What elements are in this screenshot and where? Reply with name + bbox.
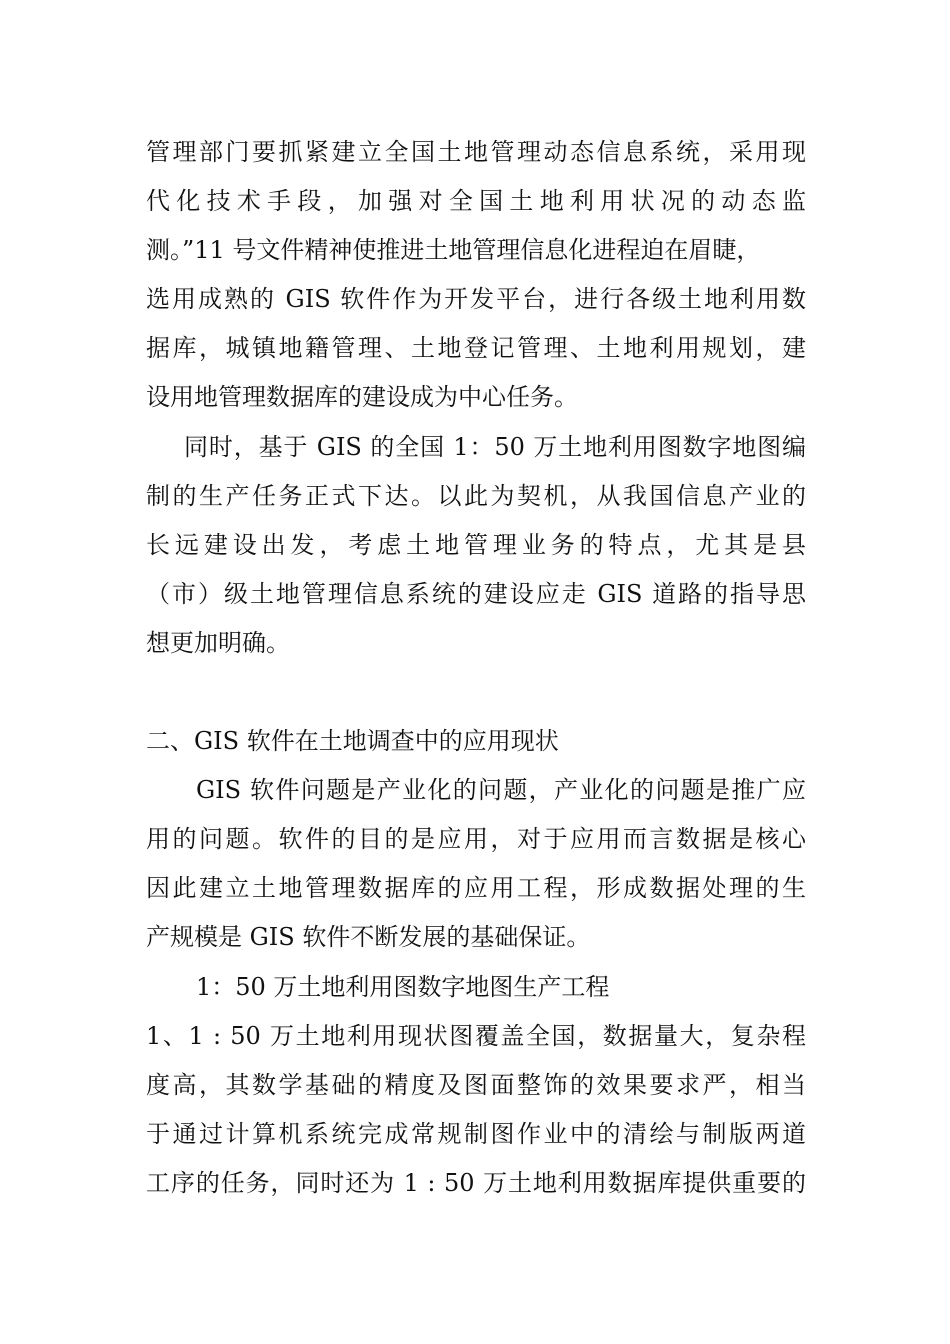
text-line: 想更加明确。	[146, 629, 290, 657]
text-line: 选用成熟的 GIS 软件作为开发平台，进行各级土地利用数	[146, 285, 806, 313]
text-line: 产规模是 GIS 软件不断发展的基础保证。	[146, 923, 591, 951]
text-line: 设用地管理数据库的建设成为中心任务。	[146, 383, 578, 411]
text-line: 据库，城镇地籍管理、土地登记管理、土地利用规划，建	[146, 334, 806, 362]
text-line: 1、1 : 50 万土地利用现状图覆盖全国，数据量大，复杂程	[146, 1022, 806, 1050]
text-line: GIS 软件问题是产业化的问题，产业化的问题是推广应	[196, 776, 806, 804]
section-heading: 二、GIS 软件在土地调查中的应用现状	[146, 727, 559, 755]
text-line: 于通过计算机系统完成常规制图作业中的清绘与制版两道	[146, 1120, 806, 1148]
text-line: 用的问题。软件的目的是应用，对于应用而言数据是核心	[146, 825, 806, 853]
text-line: （市）级土地管理信息系统的建设应走 GIS 道路的指导思	[146, 580, 806, 608]
subsection-heading: 1：50 万土地利用图数字地图生产工程	[196, 973, 610, 1001]
text-line: 度高，其数学基础的精度及图面整饰的效果要求严，相当	[146, 1071, 806, 1099]
text-line: 测。”11 号文件精神使推进土地管理信息化进程迫在眉睫，	[146, 236, 761, 264]
text-line: 制的生产任务正式下达。以此为契机，从我国信息产业的	[146, 482, 806, 510]
text-line: 代化技术手段，加强对全国土地利用状况的动态监	[146, 187, 806, 215]
text-line: 因此建立土地管理数据库的应用工程，形成数据处理的生	[146, 874, 806, 902]
text-line: 管理部门要抓紧建立全国土地管理动态信息系统，采用现	[146, 138, 806, 166]
text-line: 工序的任务，同时还为 1 : 50 万土地利用数据库提供重要的	[146, 1169, 806, 1197]
text-line: 长远建设出发，考虑土地管理业务的特点，尤其是县	[146, 531, 806, 559]
text-line: 同时，基于 GIS 的全国 1：50 万土地利用图数字地图编	[184, 433, 806, 461]
